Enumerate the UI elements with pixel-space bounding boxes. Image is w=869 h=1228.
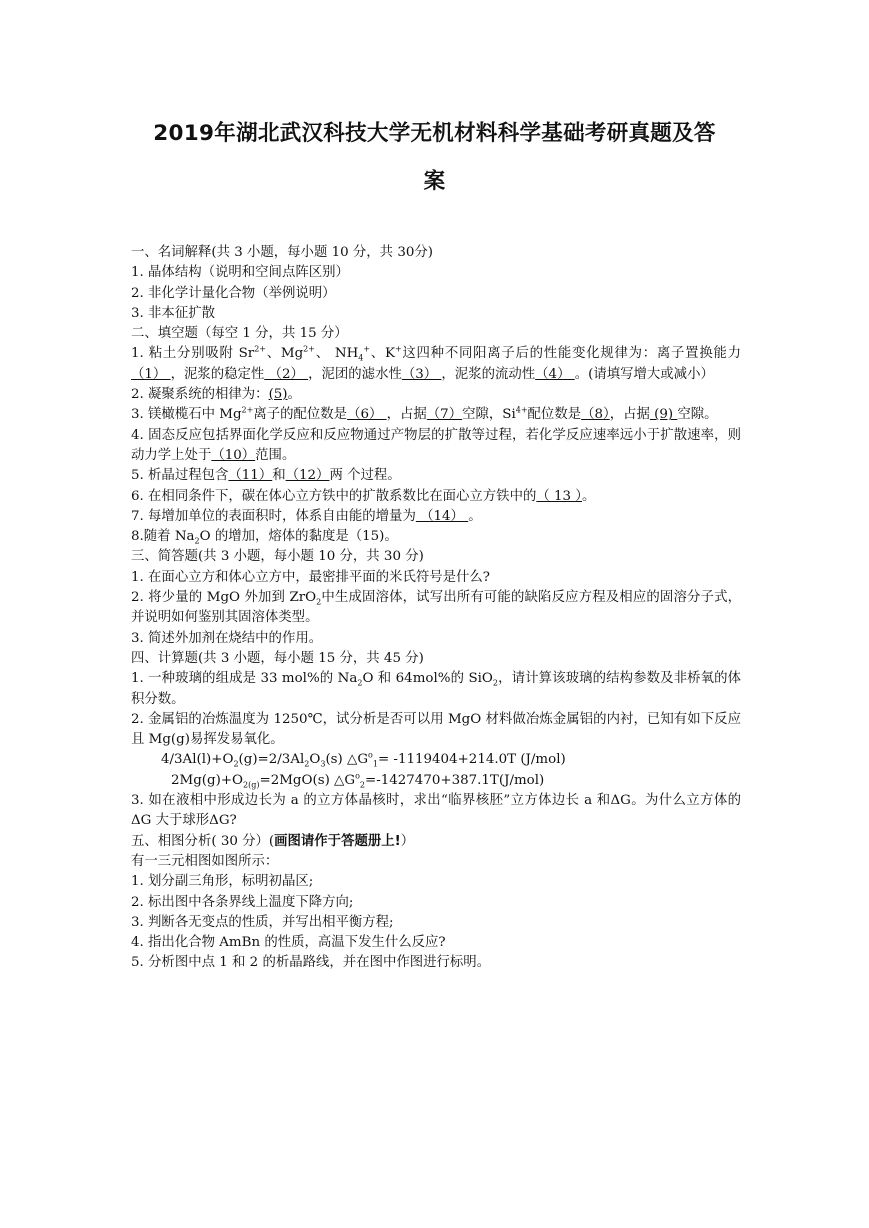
section-4-heading: 四、计算题(共 3 小题，每小题 15 分，共 45 分) [131, 650, 424, 666]
s5-intro: 有一三元相图如图所示： [131, 853, 279, 869]
s3-question-1: 1. 在面心立方和体心立方中，最密排平面的米氏符号是什么? [131, 569, 490, 585]
s1-question-2: 2. 非化学计量化合物（举例说明） [131, 285, 336, 301]
s2-question-5: 5. 析晶过程包含（11）和（12）两 个过程。 [131, 468, 401, 484]
blank-5: (5) [268, 387, 288, 403]
s5-question-5: 5. 分析图中点 1 和 2 的析晶路线，并在图中作图进行标明。 [131, 955, 491, 971]
blank-2: （2） [264, 366, 309, 382]
blank-13: （ 13 ） [536, 488, 582, 504]
blank-6: （6） [347, 407, 387, 423]
s2-question-2: 2. 凝聚系统的相律为：(5)。 [131, 387, 301, 403]
blank-12: （12） [285, 468, 330, 484]
s4-question-1: 1. 一种玻璃的组成是 33 mol%的 $Na_2O$ 和 64mol%的 SiO$_2$，请计算该玻璃的结构参数及非桥氧的体积分数。 [131, 671, 741, 707]
s1-question-3: 3. 非本征扩散 [131, 305, 215, 321]
equation-2: $2Mg(g)+O_{2(g)}=2MgO(s)$ $\triangle G^o_2=-1427470+387.1T(J/mol)$ [171, 771, 545, 790]
blank-11: （11） [228, 468, 273, 484]
section-1-heading: 一、名词解释(共 3 小题，每小题 10 分，共 30分) [131, 245, 433, 260]
exam-content [131, 243, 741, 974]
blank-9: (9) [649, 407, 678, 423]
s4-question-3: 3. 如在液相中形成边长为 a 的立方体晶核时，求出“临界核胚”立方体边长 a 和ΔG。为什么立方体的ΔG 大于球形ΔG? [131, 793, 741, 829]
s1-question-1: 1. 晶体结构（说明和空间点阵区别） [131, 265, 349, 281]
bold-instruction: 画图请作于答题册上! [274, 833, 401, 849]
s5-question-4: 4. 指出化合物 AmBn 的性质，高温下发生什么反应? [131, 935, 446, 951]
s3-question-2: 2. 将少量的 MgO 外加到 ZrO$_2$中生成固溶体，试写出所有可能的缺陷反应方程及相应的固溶分子式，并说明如何鉴别其固溶体类型。 [131, 590, 742, 626]
s2-question-1: 1. 粘土分别吸附 $Sr^{2+}$、$Mg^{2+}$、 $NH_4^+$、K+这四种不同阳离子后的性能变化规律为：离子置换能力 （1） ，泥浆的稳定性 （2） ，泥团的滤水性（3） ，泥浆的流动性（4） 。(请填写增大或减小） [131, 345, 741, 382]
s3-question-3: 3. 简述外加剂在烧结中的作用。 [131, 630, 323, 646]
document-title-line-2: 案 [423, 169, 446, 194]
document-title-line-1: 2019年湖北武汉科技大学无机材料科学基础考研真题及答 [153, 121, 716, 146]
equation-1: $4/3Al(l)+O_2(g)=2/3Al_2O_3(s)$ $\triangle G^o_1= -1119404+214.0T$ (J/mol) [161, 750, 566, 770]
section-3-heading: 三、简答题(共 3 小题，每小题 10 分，共 30 分) [131, 549, 424, 565]
blank-4: （4） [535, 366, 575, 382]
s2-question-8: 8.随着 $Na_2O$ 的增加，熔体的黏度是（15)。 [131, 529, 398, 546]
blank-1: （1） [131, 366, 171, 382]
s2-question-4: 4. 固态反应包括界面化学反应和反应物通过产物层的扩散等过程，若化学反应速率远小于扩散速率，则动力学上处于（10）范围。 [131, 427, 741, 463]
s2-question-6: 6. 在相同条件下，碳在体心立方铁中的扩散系数比在面心立方铁中的（ 13 ）。 [131, 488, 596, 504]
s2-question-7: 7. 每增加单位的表面积时，体系自由能的增量为 （14） 。 [131, 508, 482, 524]
blank-14: （14） [415, 508, 469, 524]
s2-question-3: 3. 镁橄榄石中 $Mg^{2+}$离子的配位数是（6） ，占据（7）空隙，$Si^{4+}$配位数是（8），占据 (9) 空隙。 [131, 405, 718, 423]
section-2-heading: 二、填空题（每空 1 分，共 15 分） [131, 326, 348, 342]
s4-question-2: 2. 金属铝的冶炼温度为 1250℃，试分析是否可以用 MgO 材料做冶炼金属铝的内衬，已知有如下反应且 Mg(g)易挥发易氧化。 [131, 711, 741, 748]
section-5-heading: 五、相图分析( 30 分）(画图请作于答题册上!） [131, 833, 415, 849]
blank-8: （8） [581, 407, 610, 423]
blank-7: （7） [426, 407, 463, 423]
blank-10: （10） [211, 447, 256, 463]
blank-3: （3） [401, 366, 442, 382]
s5-question-1: 1. 划分副三角形，标明初晶区; [131, 874, 314, 890]
s5-question-3: 3. 判断各无变点的性质，并写出相平衡方程; [131, 914, 394, 930]
s5-question-2: 2. 标出图中各条界线上温度下降方向; [131, 894, 354, 910]
